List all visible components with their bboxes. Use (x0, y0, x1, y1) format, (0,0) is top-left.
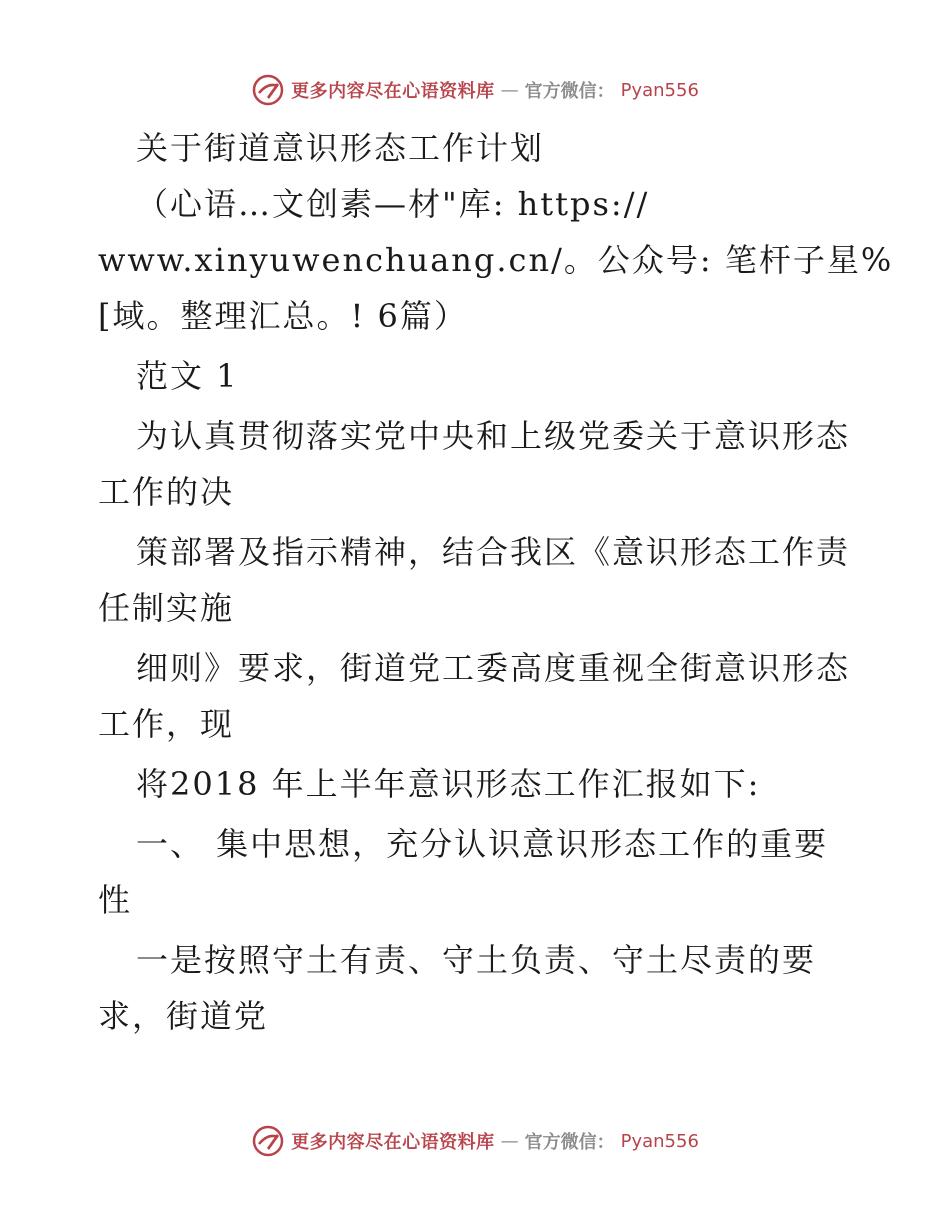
header-watermark (0, 70, 950, 110)
document-line: 求，街道党 (98, 997, 269, 1035)
document-line: 工作的决 (98, 473, 235, 511)
section-heading: 范文 1 (136, 357, 239, 395)
pen-logo-icon (251, 73, 285, 107)
document-line: 策部署及指示精神，结合我区《意识形态工作责 (136, 533, 851, 571)
separator-dash: — (500, 79, 519, 101)
document-line: www.xinyuwenchuang.cn/。公众号: 笔杆子星% (98, 241, 894, 279)
wechat-id: Pyan556 (620, 1130, 699, 1152)
document-line: 一是按照守土有责、守土负责、守土尽责的要 (136, 941, 817, 979)
promo-text: 更多内容尽在心语资料库 (291, 81, 495, 102)
separator-dash: — (500, 1130, 519, 1152)
document-line: 将2018 年上半年意识形态工作汇报如下: (136, 765, 761, 803)
document-line: 工作，现 (98, 705, 235, 743)
wechat-label: 官方微信： (524, 81, 615, 102)
wechat-id: Pyan556 (620, 79, 699, 101)
document-line: （心语…文创素—材"库: https:// (136, 185, 650, 223)
document-line: 性 (98, 881, 133, 919)
promo-text: 更多内容尽在心语资料库 (291, 1132, 495, 1153)
document-line: 任制实施 (98, 589, 235, 627)
document-line: 一、 集中思想，充分认识意识形态工作的重要 (136, 825, 829, 863)
document-body (98, 120, 894, 1044)
footer-watermark (0, 1121, 950, 1161)
pen-logo-icon (251, 1124, 285, 1158)
document-line: [域。整理汇总。! 6篇） (98, 297, 468, 335)
wechat-label: 官方微信： (524, 1132, 615, 1153)
document-line: 为认真贯彻落实党中央和上级党委关于意识形态 (136, 417, 851, 455)
document-title: 关于街道意识形态工作计划 (136, 129, 545, 167)
document-line: 细则》要求，街道党工委高度重视全街意识形态 (136, 649, 851, 687)
